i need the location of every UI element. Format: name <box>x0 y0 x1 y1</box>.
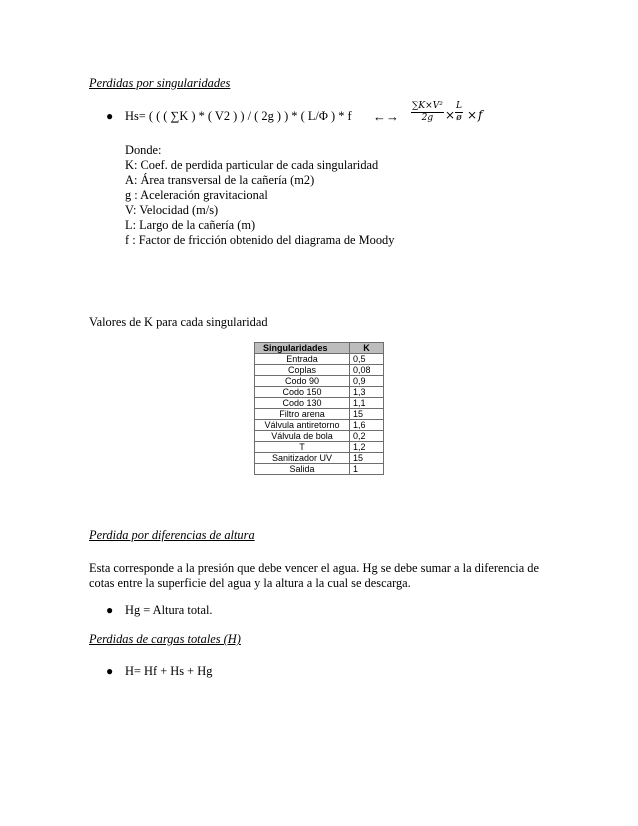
definition-line: Donde: <box>125 143 162 157</box>
heading-diferencias-altura: Perdida por diferencias de altura <box>89 528 255 542</box>
formula-hs-text: Hs= ( ( ( ∑K ) * ( V2 ) ) / ( 2g ) ) * ( L/Φ ) * f <box>125 109 352 123</box>
bullet-icon: ● <box>106 109 114 123</box>
table-row <box>255 376 384 387</box>
k-value: 1,1 <box>350 398 384 409</box>
k-value: 0,2 <box>350 431 384 442</box>
singularity-name: Filtro arena <box>255 409 350 420</box>
singularity-name: T <box>255 442 350 453</box>
fraction-sum-kv2-over-2g <box>411 101 444 124</box>
definition-line: A: Área transversal de la cañería (m2) <box>125 173 315 187</box>
bullet-hg: Hg = Altura total. <box>125 603 213 617</box>
definition-line: g : Aceleración gravitacional <box>125 188 268 202</box>
table-row <box>255 387 384 398</box>
fraction-numerator: ∑K×V² <box>412 101 443 111</box>
singularity-name: Coplas <box>255 365 350 376</box>
singularity-name: Codo 130 <box>255 398 350 409</box>
bullet-icon: ● <box>106 603 114 617</box>
paragraph-line: Esta corresponde a la presión que debe vencer el agua. Hg se debe sumar a la diferencia de <box>89 561 539 575</box>
column-header-singularidades: Singularidades <box>255 343 350 354</box>
k-value: 0,08 <box>350 365 384 376</box>
k-value: 0,5 <box>350 354 384 365</box>
fraction-numerator: L <box>456 101 462 111</box>
k-value: 1,3 <box>350 387 384 398</box>
table-row <box>255 420 384 431</box>
table-row <box>255 409 384 420</box>
table-row <box>255 453 384 464</box>
definition-line: V: Velocidad (m/s) <box>125 203 219 217</box>
table-row <box>255 431 384 442</box>
k-value: 15 <box>350 453 384 464</box>
singularity-name: Codo 90 <box>255 376 350 387</box>
singularity-name: Sanitizador UV <box>255 453 350 464</box>
singularity-name: Válvula antiretorno <box>255 420 350 431</box>
bullet-h-total: H= Hf + Hs + Hg <box>125 664 213 678</box>
table-row <box>255 354 384 365</box>
paragraph-line: cotas entre la superficie del agua y la altura a la cual se descarga. <box>89 576 411 590</box>
definition-line: f : Factor de fricción obtenido del diagrama de Moody <box>125 233 395 247</box>
times-symbol: × <box>445 108 456 122</box>
heading-cargas-totales: Perdidas de cargas totales (H) <box>89 632 241 646</box>
singularity-name: Salida <box>255 464 350 475</box>
double-arrow-icon: ←→ <box>373 109 399 124</box>
k-values-table <box>254 342 384 475</box>
k-table-intro: Valores de K para cada singularidad <box>89 315 268 329</box>
definition-line: L: Largo de la cañería (m) <box>125 218 256 232</box>
times-symbol: × <box>467 108 478 122</box>
fraction-denominator: ø <box>456 113 462 123</box>
friction-factor-symbol: f <box>478 108 483 122</box>
column-header-k: K <box>350 343 384 354</box>
table-row <box>255 464 384 475</box>
singularity-name: Codo 150 <box>255 387 350 398</box>
definition-line: K: Coef. de perdida particular de cada singularidad <box>125 158 379 172</box>
k-value: 15 <box>350 409 384 420</box>
table-header-row <box>255 343 384 354</box>
k-value: 1,6 <box>350 420 384 431</box>
k-value: 1 <box>350 464 384 475</box>
table-row <box>255 442 384 453</box>
k-value: 1,2 <box>350 442 384 453</box>
singularity-name: Entrada <box>255 354 350 365</box>
bullet-icon: ● <box>106 664 114 678</box>
fraction-l-over-phi <box>455 101 463 124</box>
fraction-denominator: 2g <box>421 113 434 123</box>
singularity-name: Válvula de bola <box>255 431 350 442</box>
table-row <box>255 398 384 409</box>
table-row <box>255 365 384 376</box>
heading-singularidades: Perdidas por singularidades <box>89 76 231 90</box>
k-value: 0,9 <box>350 376 384 387</box>
